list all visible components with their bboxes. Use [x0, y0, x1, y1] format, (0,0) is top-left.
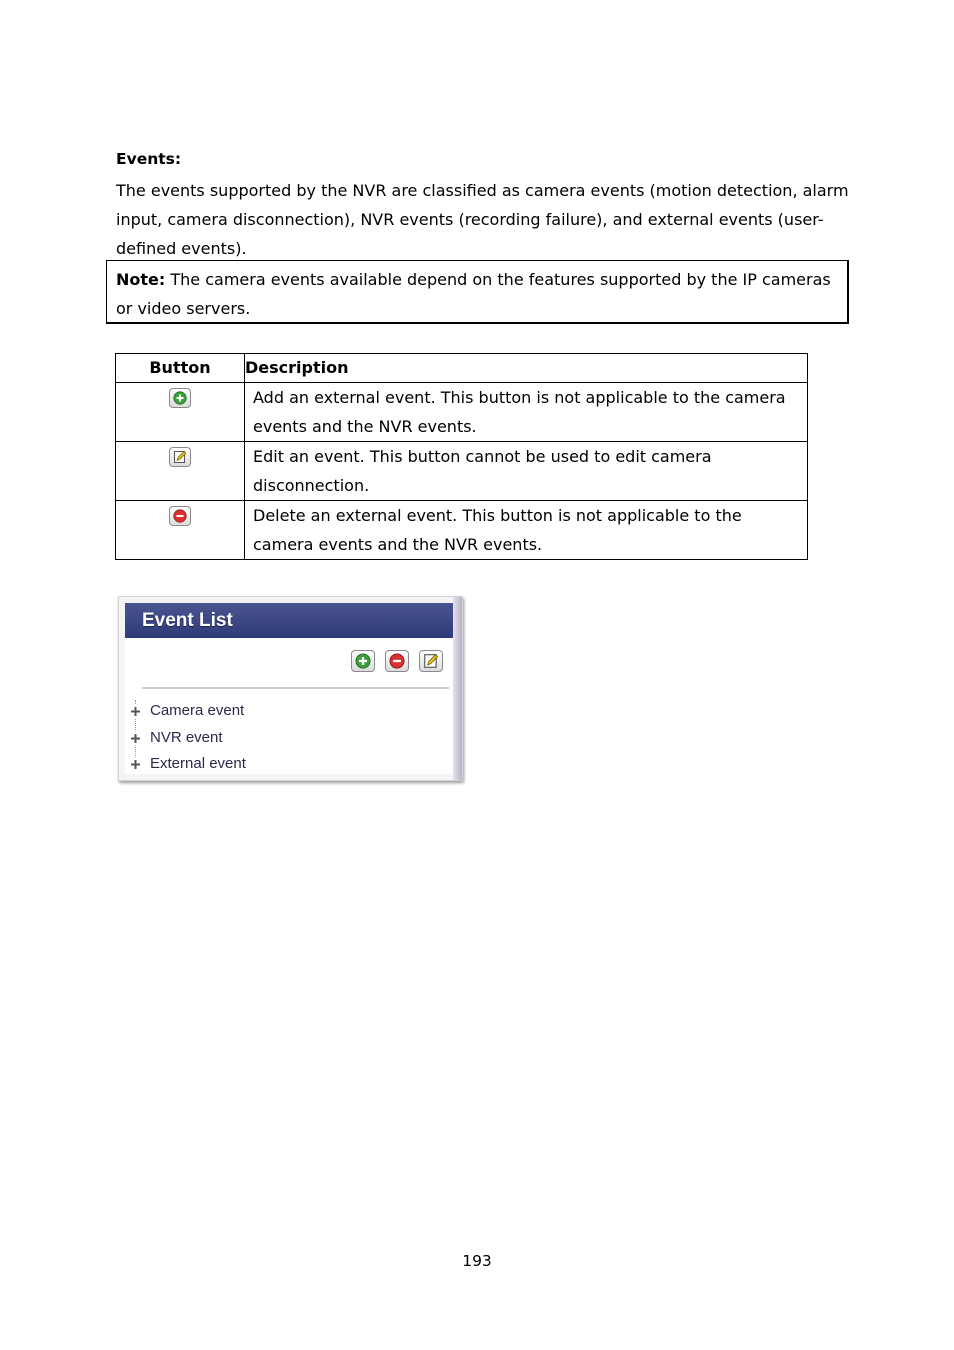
event-list-title: Event List: [125, 603, 453, 638]
header-description: Description: [245, 354, 808, 383]
section-paragraph: The events supported by the NVR are classified as camera events (motion detection, alarm input, camera disconnection), NVR events (recording failure), and external events (user-defined events).: [116, 181, 849, 258]
tree-item-camera-event[interactable]: [128, 700, 246, 727]
row-description: Delete an external event. This button is not applicable to the camera events and the NVR events.: [245, 501, 808, 560]
table-row: [116, 501, 808, 560]
delete-event-button[interactable]: [385, 650, 409, 672]
event-list-panel: [118, 596, 463, 781]
expand-plus-icon[interactable]: [128, 731, 143, 746]
row-description: Add an external event. This button is not applicable to the camera events and the NVR events.: [245, 383, 808, 442]
button-table: [115, 353, 808, 560]
add-event-button[interactable]: [351, 650, 375, 672]
table-row: [116, 442, 808, 501]
edit-icon: [169, 447, 191, 467]
tree-item-label: Camera event: [150, 702, 245, 719]
row-description: Edit an event. This button cannot be used to edit camera disconnection.: [245, 442, 808, 501]
note-body: The camera events available depend on the features supported by the IP cameras or video servers.: [116, 270, 831, 318]
note-label: Note:: [116, 270, 166, 289]
toolbar-divider: [142, 687, 449, 689]
tree-item-label: External event: [150, 755, 246, 772]
table-row: [116, 383, 808, 442]
add-icon: [169, 388, 191, 408]
expand-plus-icon[interactable]: [128, 757, 143, 772]
delete-icon: [389, 653, 405, 669]
event-tree: [128, 700, 246, 780]
page-number: 193: [462, 1252, 492, 1270]
tree-item-label: NVR event: [150, 728, 223, 746]
note-text: [116, 265, 846, 323]
expand-plus-icon[interactable]: [128, 704, 143, 719]
delete-icon: [169, 506, 191, 526]
edit-icon: [423, 653, 439, 669]
header-button: Button: [116, 354, 245, 383]
section-heading: Events:: [116, 150, 182, 168]
tree-item-nvr-event[interactable]: [128, 727, 246, 754]
note-box: [106, 260, 849, 324]
table-header-row: [116, 354, 808, 383]
add-icon: [355, 653, 371, 669]
edit-event-button[interactable]: [419, 650, 443, 672]
tree-item-external-event[interactable]: [128, 753, 246, 780]
event-list-toolbar: [351, 650, 443, 672]
